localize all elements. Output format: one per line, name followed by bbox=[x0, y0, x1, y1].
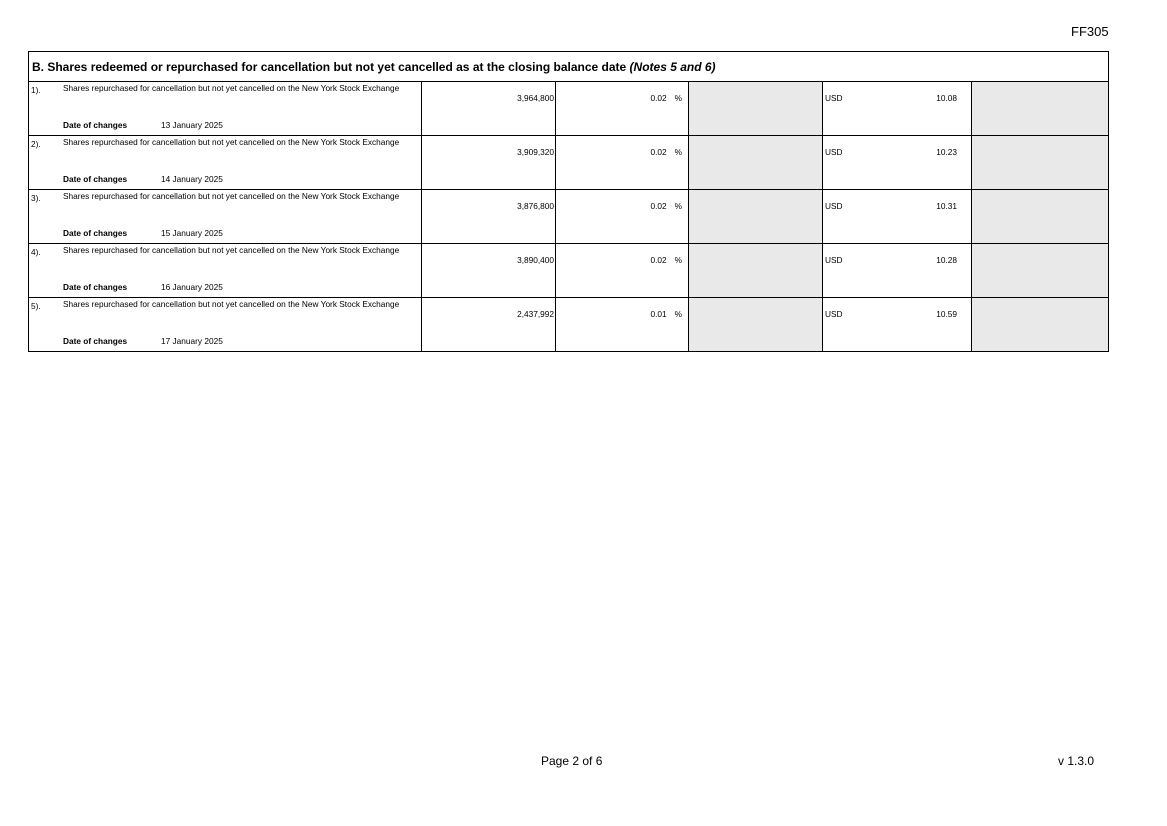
shaded-cell bbox=[972, 244, 1108, 297]
percent-symbol: % bbox=[674, 93, 682, 103]
table-row bbox=[29, 82, 1108, 136]
shaded-cell bbox=[972, 298, 1108, 351]
price-value: 10.23 bbox=[936, 147, 957, 157]
percent-cell bbox=[556, 244, 689, 297]
shares-cell: 3,890,400 bbox=[422, 244, 556, 297]
date-of-changes-value: 17 January 2025 bbox=[161, 336, 223, 346]
row-index: 5). bbox=[31, 301, 41, 311]
row-description: Shares repurchased for cancellation but not yet cancelled on the New York Stock Exchange bbox=[63, 137, 400, 147]
shaded-cell bbox=[972, 82, 1108, 135]
description-cell bbox=[29, 190, 422, 243]
shares-cell: 3,964,800 bbox=[422, 82, 556, 135]
percent-value: 0.02 bbox=[650, 93, 667, 103]
price-cell bbox=[823, 136, 972, 189]
table-row bbox=[29, 244, 1108, 298]
section-title bbox=[29, 52, 1108, 82]
row-description: Shares repurchased for cancellation but not yet cancelled on the New York Stock Exchange bbox=[63, 299, 400, 309]
page-number: Page 2 of 6 bbox=[541, 754, 603, 768]
currency: USD bbox=[825, 201, 843, 211]
shaded-cell bbox=[972, 190, 1108, 243]
description-cell bbox=[29, 244, 422, 297]
shares-cell: 3,909,320 bbox=[422, 136, 556, 189]
row-description: Shares repurchased for cancellation but not yet cancelled on the New York Stock Exchange bbox=[63, 245, 400, 255]
date-of-changes-value: 16 January 2025 bbox=[161, 282, 223, 292]
table-row bbox=[29, 190, 1108, 244]
date-of-changes-value: 15 January 2025 bbox=[161, 228, 223, 238]
shaded-cell bbox=[689, 244, 823, 297]
form-version: v 1.3.0 bbox=[1058, 754, 1095, 768]
row-index: 1). bbox=[31, 85, 41, 95]
date-of-changes-label: Date of changes bbox=[63, 120, 128, 130]
date-of-changes-value: 13 January 2025 bbox=[161, 120, 223, 130]
description-cell bbox=[29, 82, 422, 135]
shaded-cell bbox=[689, 298, 823, 351]
percent-symbol: % bbox=[674, 255, 682, 265]
date-of-changes-label: Date of changes bbox=[63, 282, 128, 292]
shaded-cell bbox=[689, 190, 823, 243]
shaded-cell bbox=[689, 136, 823, 189]
percent-cell bbox=[556, 136, 689, 189]
row-description: Shares repurchased for cancellation but not yet cancelled on the New York Stock Exchange bbox=[63, 191, 400, 201]
shaded-cell bbox=[689, 82, 823, 135]
date-of-changes-value: 14 January 2025 bbox=[161, 174, 223, 184]
currency: USD bbox=[825, 309, 843, 319]
date-of-changes-label: Date of changes bbox=[63, 174, 128, 184]
price-cell bbox=[823, 190, 972, 243]
percent-cell bbox=[556, 82, 689, 135]
date-of-changes-label: Date of changes bbox=[63, 336, 128, 346]
percent-symbol: % bbox=[674, 309, 682, 319]
table-row bbox=[29, 298, 1108, 352]
table-row bbox=[29, 136, 1108, 190]
percent-cell bbox=[556, 190, 689, 243]
section-title-text: B. Shares redeemed or repurchased for cancellation but not yet cancelled as at the closing balance date bbox=[32, 60, 627, 74]
shares-cell: 3,876,800 bbox=[422, 190, 556, 243]
price-value: 10.59 bbox=[936, 309, 957, 319]
shaded-cell bbox=[972, 136, 1108, 189]
row-index: 3). bbox=[31, 193, 41, 203]
price-value: 10.28 bbox=[936, 255, 957, 265]
price-value: 10.31 bbox=[936, 201, 957, 211]
percent-symbol: % bbox=[674, 147, 682, 157]
percent-value: 0.02 bbox=[650, 147, 667, 157]
row-description: Shares repurchased for cancellation but not yet cancelled on the New York Stock Exchange bbox=[63, 83, 400, 93]
row-index: 2). bbox=[31, 139, 41, 149]
description-cell bbox=[29, 298, 422, 351]
price-value: 10.08 bbox=[936, 93, 957, 103]
currency: USD bbox=[825, 93, 843, 103]
date-of-changes-label: Date of changes bbox=[63, 228, 128, 238]
currency: USD bbox=[825, 147, 843, 157]
percent-cell bbox=[556, 298, 689, 351]
description-cell bbox=[29, 136, 422, 189]
price-cell bbox=[823, 244, 972, 297]
section-b-table bbox=[28, 51, 1109, 352]
form-code: FF305 bbox=[1071, 24, 1109, 39]
price-cell bbox=[823, 82, 972, 135]
percent-symbol: % bbox=[674, 201, 682, 211]
shares-cell: 2,437,992 bbox=[422, 298, 556, 351]
section-notes: (Notes 5 and 6) bbox=[629, 60, 716, 74]
percent-value: 0.01 bbox=[650, 309, 667, 319]
percent-value: 0.02 bbox=[650, 255, 667, 265]
currency: USD bbox=[825, 255, 843, 265]
price-cell bbox=[823, 298, 972, 351]
row-index: 4). bbox=[31, 247, 41, 257]
percent-value: 0.02 bbox=[650, 201, 667, 211]
